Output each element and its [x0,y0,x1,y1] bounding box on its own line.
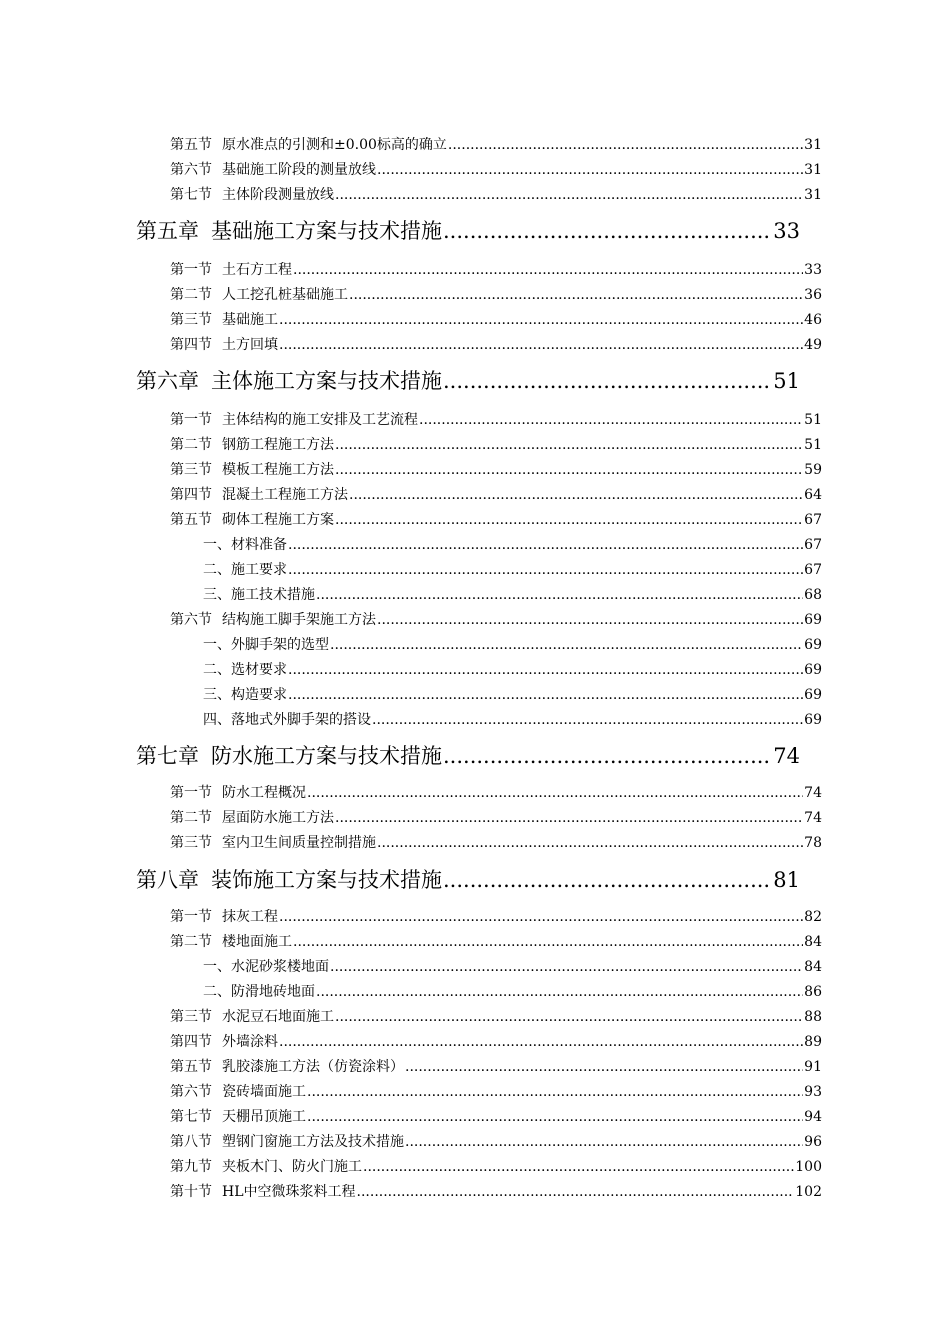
toc-subsection-entry [203,709,822,729]
toc-entry-title: 防水施工方案与技术措施 [211,744,442,768]
toc-entry-number: 第四节 [170,337,212,353]
toc-page-number: 69 [804,612,822,628]
toc-section-entry [170,1156,822,1176]
toc-entry-number: 第三节 [170,462,212,478]
toc-entry-number: 第七节 [170,1109,212,1125]
toc-entry-title: 防水工程概况 [222,785,306,801]
toc-entry-number: 第八节 [170,1134,212,1150]
toc-page-number: 96 [804,1134,822,1150]
toc-entry-number: 第三节 [170,312,212,328]
toc-entry-number: 第四节 [170,487,212,503]
toc-entry-title: 混凝土工程施工方法 [222,487,348,503]
toc-dot-leader [307,785,803,801]
toc-entry-title: 三、施工技术措施 [203,587,315,603]
toc-section-entry [170,609,822,629]
toc-section-entry [170,484,822,504]
toc-entry-title: 塑钢门窗施工方法及技术措施 [222,1134,404,1150]
toc-section-entry [170,284,822,304]
toc-section-entry [170,1181,822,1201]
toc-entry-number: 第十节 [170,1184,212,1200]
toc-page-number: 74 [773,744,800,768]
toc-page-number: 74 [804,785,822,801]
toc-section-entry [170,931,822,951]
toc-section-entry [170,184,822,204]
toc-dot-leader [448,137,803,153]
toc-page-number: 69 [804,687,822,703]
toc-subsection-entry [203,634,822,654]
toc-dot-leader [349,487,803,503]
toc-entry-title: 一、外脚手架的选型 [203,637,329,653]
toc-page-number: 100 [795,1159,822,1175]
toc-dot-leader [293,934,803,950]
toc-entry-title: 基础施工 [222,312,278,328]
toc-dot-leader [307,1109,803,1125]
toc-page-number: 84 [804,959,822,975]
toc-entry-title: 砌体工程施工方案 [222,512,334,528]
toc-page-number: 49 [804,337,822,353]
toc-dot-leader [288,537,803,553]
toc-entry-number: 第二节 [170,287,212,303]
toc-dot-leader [363,1159,794,1175]
toc-page-number: 46 [804,312,822,328]
toc-page-number: 51 [804,437,822,453]
toc-page-number: 102 [795,1184,822,1200]
toc-entry-title: 基础施工阶段的测量放线 [222,162,376,178]
toc-subsection-entry [203,684,822,704]
toc-chapter-entry [136,215,800,245]
toc-section-entry [170,1106,822,1126]
toc-entry-title: 室内卫生间质量控制措施 [222,835,376,851]
toc-dot-leader [335,462,803,478]
toc-dot-leader [279,1034,803,1050]
toc-section-entry [170,832,822,852]
toc-entry-number: 第一节 [170,412,212,428]
toc-entry-number: 第九节 [170,1159,212,1175]
toc-page-number: 82 [804,909,822,925]
toc-dot-leader [357,1184,795,1200]
toc-dot-leader [335,1009,803,1025]
toc-page-number: 86 [804,984,822,1000]
toc-entry-title: HL中空微珠浆料工程 [222,1184,356,1200]
toc-dot-leader [377,612,803,628]
toc-subsection-entry [203,659,822,679]
toc-entry-title: 基础施工方案与技术措施 [211,219,442,243]
toc-entry-title: 主体结构的施工安排及工艺流程 [222,412,418,428]
toc-entry-number: 第四节 [170,1034,212,1050]
toc-section-entry [170,1081,822,1101]
toc-dot-leader [288,662,803,678]
toc-dot-leader [377,835,803,851]
toc-section-entry [170,509,822,529]
toc-page-number: 91 [804,1059,822,1075]
toc-dot-leader [316,984,803,1000]
toc-section-entry [170,1006,822,1026]
toc-dot-leader [288,562,803,578]
toc-dot-leader [316,587,803,603]
toc-page-number: 78 [804,835,822,851]
toc-dot-leader [335,187,803,203]
toc-subsection-entry [203,956,822,976]
toc-dot-leader [330,637,803,653]
toc-entry-number: 第二节 [170,810,212,826]
toc-page-number: 69 [804,712,822,728]
toc-section-entry [170,1131,822,1151]
toc-entry-title: 一、水泥砂浆楼地面 [203,959,329,975]
toc-page-number: 81 [773,868,800,892]
toc-entry-number: 第五节 [170,137,212,153]
toc-entry-number: 第一节 [170,262,212,278]
toc-page-number: 68 [804,587,822,603]
toc-page-number: 31 [804,187,822,203]
toc-entry-title: 二、防滑地砖地面 [203,984,315,1000]
toc-page-number: 69 [804,637,822,653]
toc-page-number: 36 [804,287,822,303]
toc-page-number: 33 [804,262,822,278]
toc-section-entry [170,409,822,429]
toc-dot-leader [443,369,772,393]
toc-entry-number: 第八章 [136,868,199,892]
toc-entry-number: 第六节 [170,1084,212,1100]
toc-entry-title: 天棚吊顶施工 [222,1109,306,1125]
toc-entry-title: 结构施工脚手架施工方法 [222,612,376,628]
toc-dot-leader [330,959,803,975]
toc-page-number: 59 [804,462,822,478]
toc-page-number: 69 [804,662,822,678]
toc-entry-title: 楼地面施工 [222,934,292,950]
toc-subsection-entry [203,584,822,604]
toc-dot-leader [419,412,803,428]
toc-section-entry [170,1031,822,1051]
toc-entry-title: 原水准点的引测和±0.00标高的确立 [222,137,447,153]
toc-page-number: 74 [804,810,822,826]
toc-page-number: 31 [804,162,822,178]
toc-dot-leader [335,512,803,528]
toc-section-entry [170,459,822,479]
toc-dot-leader [405,1059,803,1075]
toc-dot-leader [335,437,803,453]
toc-chapter-entry [136,864,800,894]
toc-entry-title: 乳胶漆施工方法（仿瓷涂料） [222,1059,404,1075]
toc-dot-leader [405,1134,803,1150]
toc-page-number: 33 [773,219,800,243]
toc-dot-leader [307,1084,803,1100]
toc-entry-number: 第六节 [170,162,212,178]
toc-entry-number: 第六章 [136,369,199,393]
toc-dot-leader [279,909,803,925]
toc-dot-leader [335,810,803,826]
toc-entry-title: 二、选材要求 [203,662,287,678]
toc-section-entry [170,782,822,802]
toc-entry-number: 第二节 [170,934,212,950]
toc-entry-title: 抹灰工程 [222,909,278,925]
toc-entry-title: 二、施工要求 [203,562,287,578]
toc-entry-title: 人工挖孔桩基础施工 [222,287,348,303]
toc-subsection-entry [203,981,822,1001]
toc-dot-leader [293,262,803,278]
toc-entry-title: 夹板木门、防火门施工 [222,1159,362,1175]
toc-section-entry [170,334,822,354]
toc-dot-leader [443,868,772,892]
toc-subsection-entry [203,559,822,579]
toc-section-entry [170,134,822,154]
toc-page-number: 88 [804,1009,822,1025]
toc-section-entry [170,259,822,279]
toc-entry-title: 土方回填 [222,337,278,353]
toc-dot-leader [372,712,803,728]
toc-page-number: 51 [804,412,822,428]
toc-entry-number: 第六节 [170,612,212,628]
toc-entry-title: 水泥豆石地面施工 [222,1009,334,1025]
toc-page-number: 67 [804,512,822,528]
toc-page-number: 67 [804,562,822,578]
toc-entry-title: 屋面防水施工方法 [222,810,334,826]
toc-dot-leader [279,312,803,328]
toc-section-entry [170,906,822,926]
toc-entry-number: 第一节 [170,909,212,925]
toc-page-number: 93 [804,1084,822,1100]
toc-entry-title: 模板工程施工方法 [222,462,334,478]
toc-entry-title: 三、构造要求 [203,687,287,703]
toc-entry-title: 一、材料准备 [203,537,287,553]
toc-entry-number: 第一节 [170,785,212,801]
toc-entry-number: 第三节 [170,835,212,851]
toc-page-number: 94 [804,1109,822,1125]
toc-entry-number: 第五节 [170,1059,212,1075]
toc-dot-leader [443,744,772,768]
toc-dot-leader [288,687,803,703]
toc-dot-leader [279,337,803,353]
toc-entry-number: 第三节 [170,1009,212,1025]
toc-entry-title: 钢筋工程施工方法 [222,437,334,453]
toc-entry-title: 装饰施工方案与技术措施 [211,868,442,892]
toc-chapter-entry [136,740,800,770]
toc-page-number: 67 [804,537,822,553]
toc-entry-number: 第七章 [136,744,199,768]
toc-entry-title: 四、落地式外脚手架的搭设 [203,712,371,728]
toc-dot-leader [377,162,803,178]
toc-entry-number: 第五节 [170,512,212,528]
toc-section-entry [170,309,822,329]
toc-section-entry [170,434,822,454]
toc-section-entry [170,807,822,827]
toc-section-entry [170,159,822,179]
toc-section-entry [170,1056,822,1076]
toc-entry-title: 主体施工方案与技术措施 [211,369,442,393]
toc-entry-title: 主体阶段测量放线 [222,187,334,203]
toc-dot-leader [443,219,772,243]
toc-entry-number: 第二节 [170,437,212,453]
toc-entry-number: 第七节 [170,187,212,203]
toc-entry-title: 外墙涂料 [222,1034,278,1050]
toc-entry-title: 土石方工程 [222,262,292,278]
toc-page-number: 84 [804,934,822,950]
toc-entry-number: 第五章 [136,219,199,243]
toc-chapter-entry [136,365,800,395]
toc-page-number: 89 [804,1034,822,1050]
toc-dot-leader [349,287,803,303]
toc-page-number: 64 [804,487,822,503]
toc-subsection-entry [203,534,822,554]
toc-page-number: 31 [804,137,822,153]
toc-entry-title: 瓷砖墙面施工 [222,1084,306,1100]
toc-page-number: 51 [773,369,800,393]
